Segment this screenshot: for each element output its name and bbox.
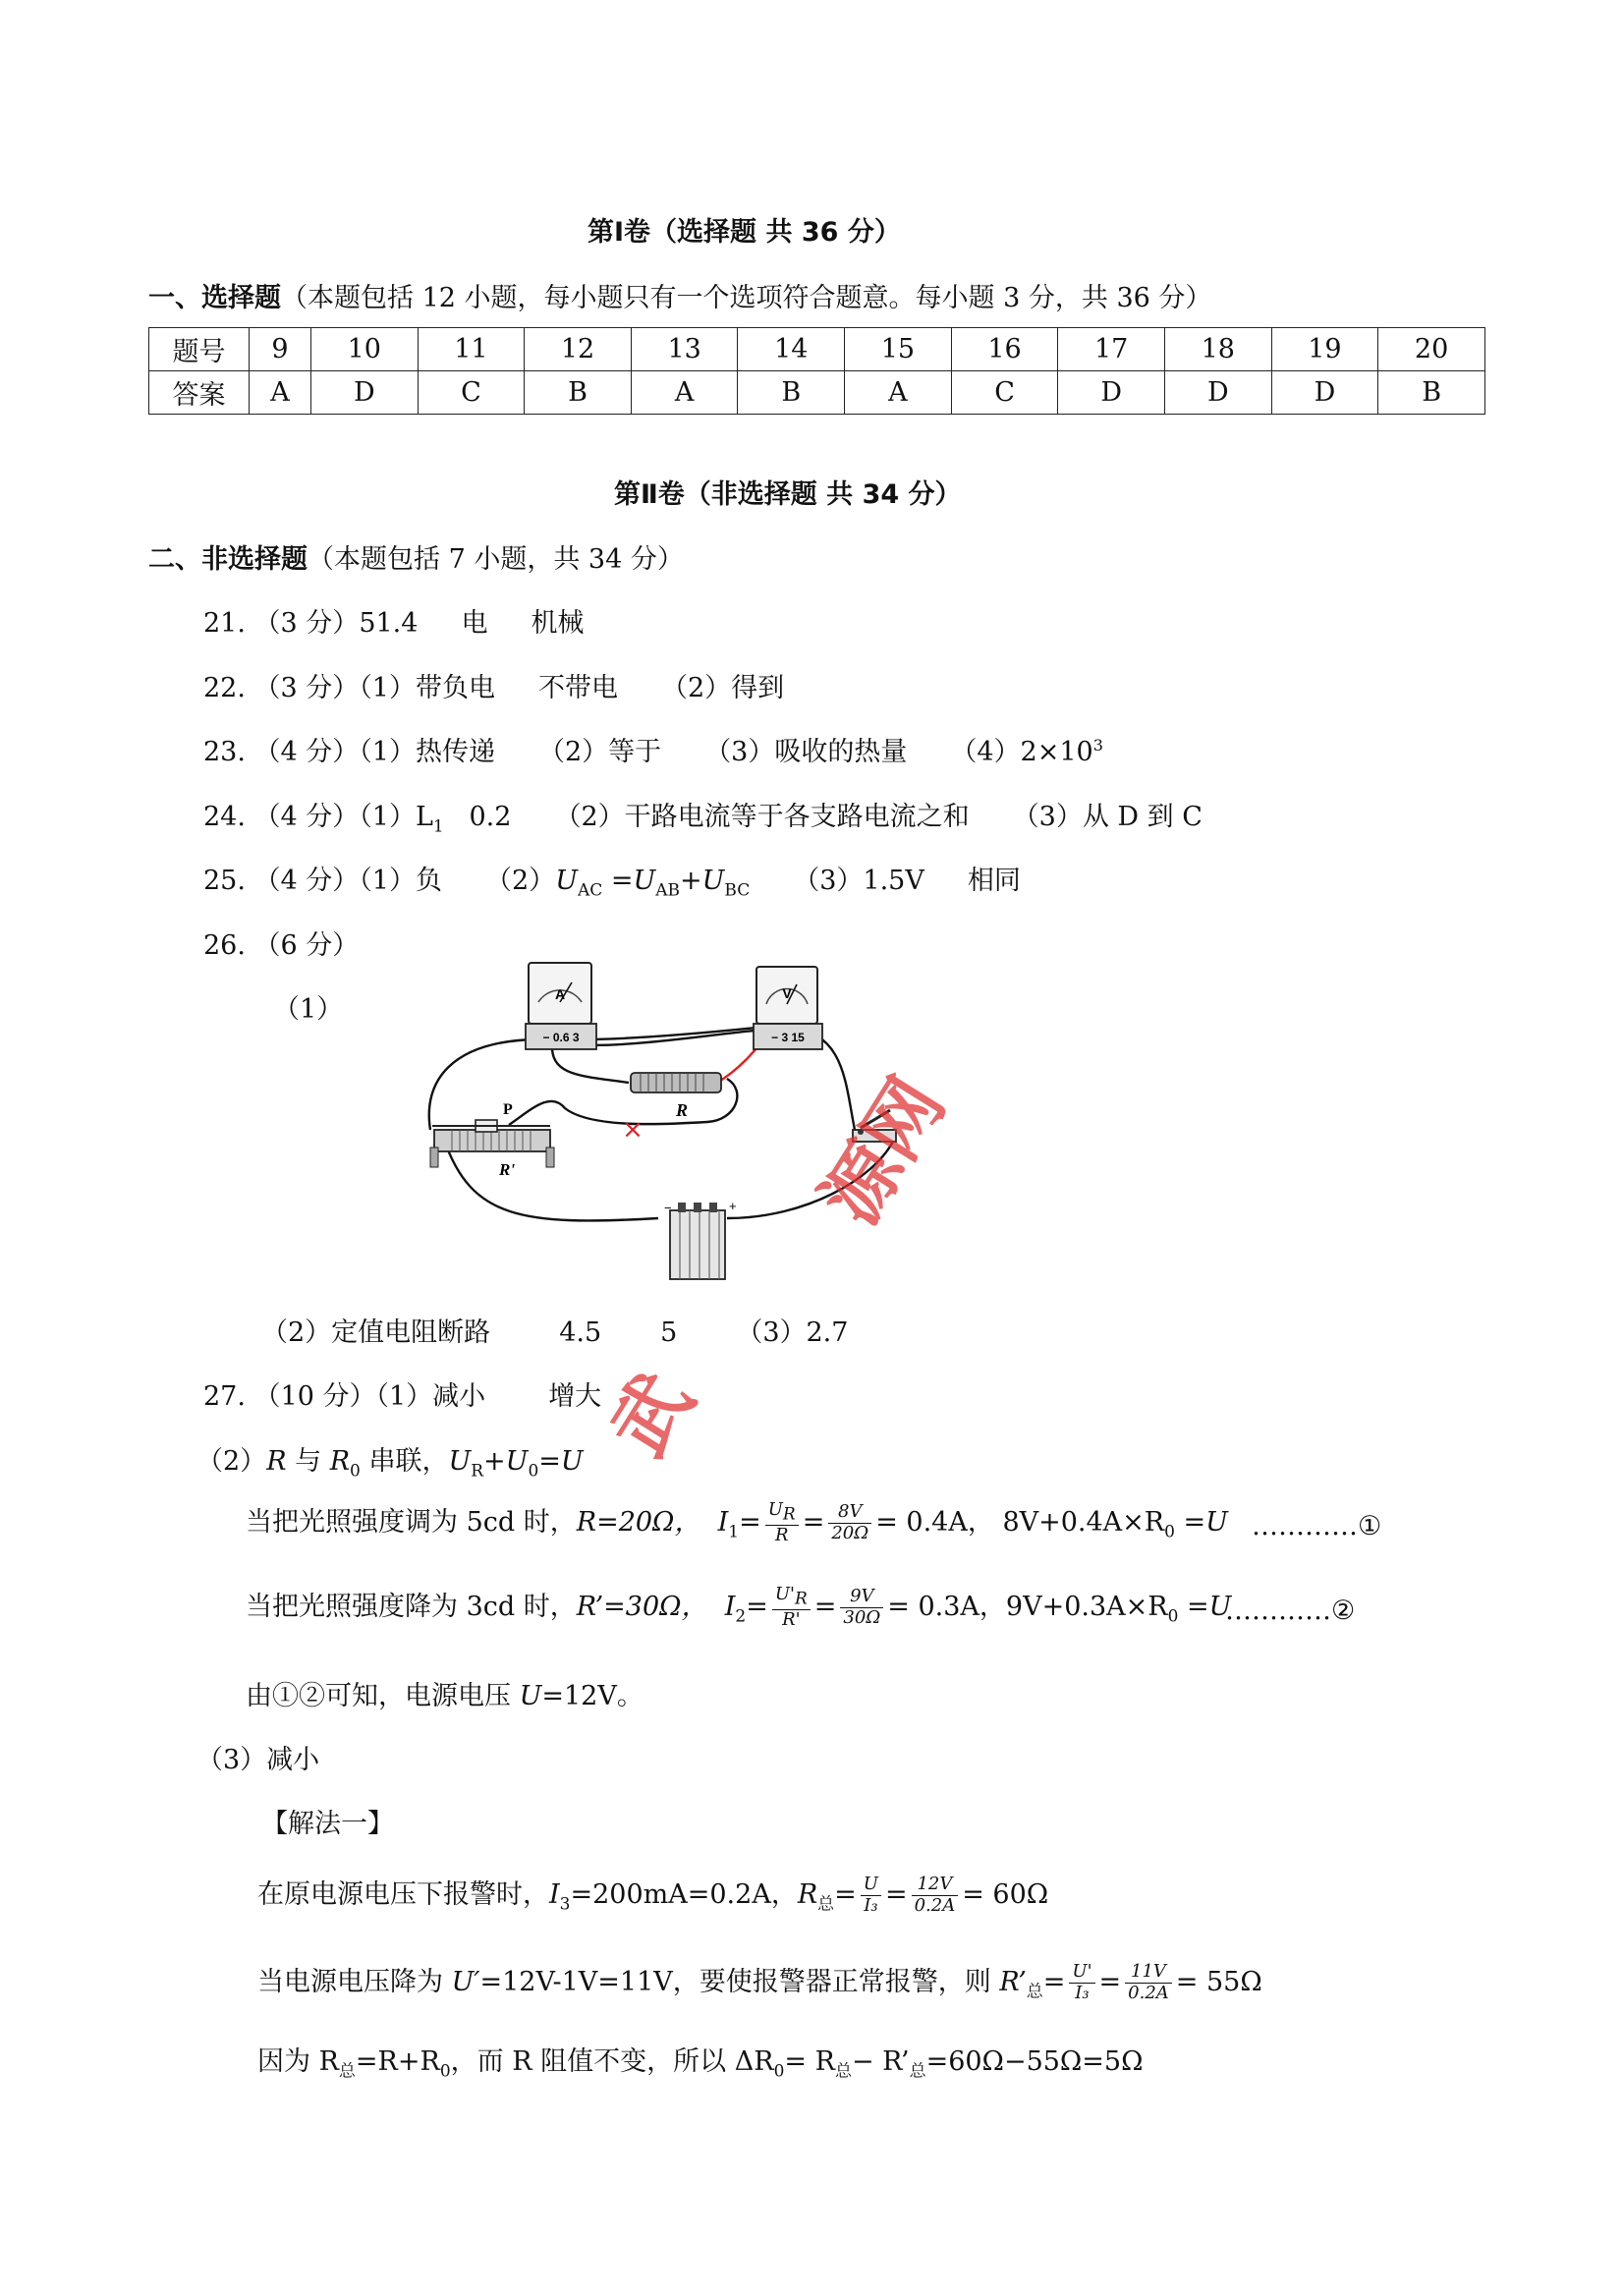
resistor-label: R <box>676 1100 689 1120</box>
q25-u-ac: U <box>555 866 578 896</box>
section1-label: 一、选择题 <box>148 283 281 313</box>
q25-line <box>203 859 1021 900</box>
voltmeter-terminals: − 3 15 <box>771 1031 805 1044</box>
q26-part2-line <box>261 1311 848 1349</box>
q27-m3-f: =60Ω−55Ω=5Ω <box>925 2046 1144 2077</box>
q27-m2-u: U′ <box>451 1967 480 1997</box>
watermark-right: 源网 <box>806 1063 963 1241</box>
section2-desc: （本题包括 7 小题，共 34 分） <box>308 544 684 575</box>
q27-eq2-result: = 0.3A， <box>887 1592 1006 1622</box>
section1-heading <box>148 276 1211 314</box>
frac-num: 8V <box>828 1502 871 1524</box>
answer-table-number: 15 <box>845 328 952 371</box>
q27-m1-fraction-1 <box>861 1875 881 1916</box>
q27-score: （10 分） <box>253 1381 376 1412</box>
q27-eq2-i: I <box>724 1592 736 1622</box>
section2-label: 二、非选择题 <box>148 544 308 575</box>
frac-den: R <box>774 1525 789 1546</box>
answer-table-header-answer: 答案 <box>149 371 250 415</box>
q27-method-title: 【解法一】 <box>261 1809 394 1839</box>
q25-sub-ac: AC <box>577 880 603 901</box>
q27-eq1-result: = 0.4A， <box>875 1507 994 1538</box>
answer-table-number: 16 <box>951 328 1058 371</box>
q27-eq2-line: 当把光照强度降为 3cd 时，R’=30Ω， $I_2=$ $\frac{U'_R}{R'}$ = $\frac{9V}{30\Omega}$ = 0.3A，$9V+0.3A\times R_0 =U$ <box>246 1584 1232 1631</box>
q27-m3-c: ，而 R 阻值不变，所以 ΔR <box>450 2046 774 2077</box>
q27-eq1-i-sub: 1 <box>728 1522 740 1542</box>
q26-value-1: 4.5 <box>559 1317 602 1348</box>
q27-answer-1: （1）减小 <box>375 1381 486 1412</box>
answer-table-number: 19 <box>1271 328 1378 371</box>
q26-line <box>203 924 359 962</box>
section1-desc: （本题包括 12 小题，每小题只有一个选项符合题意。每小题 3 分，共 36 分） <box>281 283 1212 313</box>
q27-m1-r: R <box>797 1879 818 1910</box>
q27-u0-sub: 0 <box>528 1461 539 1482</box>
answer-table-answer: D <box>1271 371 1378 415</box>
q27-m1-fraction-2 <box>912 1875 959 1916</box>
q24-answer-1-value: 0.2 <box>469 802 512 832</box>
q27-m1-text: 在原电源电压下报警时， <box>257 1879 549 1910</box>
section2-heading <box>148 537 684 576</box>
q27-m1-eq: = <box>834 1879 857 1910</box>
battery <box>664 1199 737 1279</box>
q25-answer-2 <box>485 866 751 901</box>
q23-score: （4 分） <box>253 737 360 767</box>
answer-table-answer: A <box>631 371 738 415</box>
q27-eq2-fraction-1 <box>772 1585 811 1631</box>
q27-m3-d: = R <box>784 2046 835 2077</box>
q27-conclusion <box>246 1674 644 1712</box>
answer-table-number: 11 <box>418 328 525 371</box>
q27-m2-eq: = <box>1042 1967 1066 1997</box>
q27-r0: R <box>329 1446 351 1477</box>
answer-table-number: 20 <box>1378 328 1485 371</box>
q25-score: （4 分） <box>253 866 360 896</box>
q23-answer-3: （3）吸收的热量 <box>704 737 908 767</box>
q27-m1-result: = 60Ω <box>962 1879 1049 1910</box>
q27-m2-r: R’ <box>999 1967 1027 1997</box>
frac-num: U <box>767 1499 783 1521</box>
q26-value-2: 5 <box>660 1317 678 1348</box>
q25-sub-bc: BC <box>724 880 751 901</box>
answer-table-number: 10 <box>310 328 418 371</box>
q27-conclusion-text: 由①②可知，电源电压 <box>246 1681 520 1711</box>
q25-answer-2-label: （2） <box>485 866 556 896</box>
q27-eq1-eq: = <box>739 1507 761 1538</box>
q24-answer-2: （2）干路电流等于各支路电流之和 <box>554 802 970 832</box>
q27-eq2-marker: …………② <box>1225 1596 1356 1626</box>
q27-eq1-marker: …………① <box>1252 1511 1382 1541</box>
q23-answer-4-exponent: 3 <box>1092 736 1103 755</box>
frac-den: 20Ω <box>831 1523 869 1543</box>
frac-den: 0.2A <box>1128 1983 1169 2003</box>
q27-eq1-line: 当把光照强度调为 5cd 时，R=20Ω， $I_1=$ $\frac{U_R}{R}$ = $\frac{8V}{20\Omega}$ = 0.4A， $8V+0.4A\times R_0 =U$ <box>246 1499 1228 1546</box>
frac-den: 30Ω <box>843 1607 881 1628</box>
q26-part3-answer: （3）2.7 <box>736 1317 849 1348</box>
answer-table-answer: A <box>250 371 311 415</box>
answer-table-answer: B <box>738 371 845 415</box>
q27-m1-i: I <box>549 1879 560 1910</box>
q27-eq2-equation-end: =U <box>1178 1592 1232 1622</box>
q27-eq2-text: 当把光照强度降为 3cd 时， <box>246 1592 577 1622</box>
q22-answer-3: （2）得到 <box>661 673 785 703</box>
q23-answer-2: （2）等于 <box>538 737 662 767</box>
q27-eq2-r: R’=30Ω， <box>576 1592 708 1622</box>
q26-score: （6 分） <box>253 930 360 961</box>
q27-eq1-fraction-2 <box>828 1502 871 1543</box>
q27-m2-value: =12V-1V=11V，要使报警器正常报警，则 <box>479 1967 1000 1997</box>
q24-line <box>203 795 1203 836</box>
ammeter-terminals: − 0.6 3 <box>542 1031 580 1044</box>
q23-line <box>203 730 1103 768</box>
q27-conclusion-u: U <box>519 1681 542 1711</box>
answer-table-answer: C <box>418 371 525 415</box>
q27-m2-fraction-1 <box>1069 1962 1094 2003</box>
rheostat-label: R' <box>499 1160 516 1179</box>
frac-num-sub: R <box>794 1589 808 1609</box>
q27-eq2-equation: 9V+0.3A×R <box>1005 1592 1168 1622</box>
q27-m1-r-sub: 总 <box>817 1894 835 1915</box>
q22-number: 22. <box>203 673 246 703</box>
q27-answer-2: 增大 <box>548 1381 602 1412</box>
frac-num: 12V <box>912 1875 959 1896</box>
q27-m2-text: 当电源电压降为 <box>257 1967 452 1997</box>
voltmeter <box>754 967 822 1049</box>
answer-table-number: 14 <box>738 328 845 371</box>
q27-m2-fraction-2 <box>1125 1962 1172 2003</box>
q27-m3-a: 因为 R <box>257 2046 339 2077</box>
q23-number: 23. <box>203 737 246 767</box>
q27-m2-r-sub: 总 <box>1026 1982 1043 2002</box>
q27-and: 与 <box>286 1446 330 1477</box>
q25-eq: = <box>602 866 634 896</box>
q27-part3-answer: （3）减小 <box>196 1745 320 1775</box>
q27-method-line-3 <box>257 2040 1144 2081</box>
q22-answer-2: 不带电 <box>538 673 618 703</box>
q22-answer-1: （1）带负电 <box>359 673 495 703</box>
q25-answer-1: （1）负 <box>359 866 442 896</box>
q25-u-ab: U <box>633 866 656 896</box>
q21-number: 21. <box>203 608 246 639</box>
q22-line <box>203 666 784 704</box>
q27-u0: U <box>505 1446 529 1477</box>
frac-num-sub: R <box>782 1504 796 1525</box>
q25-answer-3: （3）1.5V <box>793 866 924 896</box>
q23-answer-4: （4）2×10 <box>950 737 1093 767</box>
q21-score: （3 分） <box>253 608 360 639</box>
frac-num: U' <box>774 1584 795 1605</box>
answer-table-number: 18 <box>1164 328 1271 371</box>
q23-answer-1: （1）热传递 <box>359 737 495 767</box>
frac-den: R' <box>782 1609 801 1631</box>
answer-table-header-number: 题号 <box>149 328 250 371</box>
q27-eq2-i-sub: 2 <box>735 1606 747 1627</box>
q27-eq1-equation-end: =U <box>1174 1507 1228 1538</box>
q24-answer-1: （1）L <box>359 802 433 832</box>
q24-answer-3: （3）从 D 到 C <box>1012 802 1203 832</box>
q27-eq1-fraction-1 <box>765 1500 799 1546</box>
q24-score: （4 分） <box>253 802 360 832</box>
q27-m1-i-sub: 3 <box>559 1894 571 1915</box>
q24-number: 24. <box>203 802 246 832</box>
part2-title: 第Ⅱ卷（非选择题 共 34 分） <box>614 479 962 510</box>
voltmeter-label: V <box>782 985 792 1001</box>
q25-number: 25. <box>203 866 246 896</box>
answer-table-answer: D <box>310 371 418 415</box>
answer-table-answers-row <box>149 371 1485 415</box>
answer-table-numbers-row <box>149 328 1485 371</box>
q22-score: （3 分） <box>253 673 360 703</box>
resistor <box>631 1073 721 1120</box>
q27-ur: U <box>448 1446 472 1477</box>
q27-method-line-1: 在原电源电压下报警时，$I_3=200mA=0.2A$，$R_总=$ $\frac{U}{\text{I₃}}$ = $\frac{12V}{0.2A}$ = 60Ω <box>257 1874 1049 1916</box>
break-cross-mark: × <box>622 1115 644 1145</box>
q27-eq2-equation-sub: 0 <box>1167 1606 1179 1627</box>
answer-table-number: 13 <box>631 328 738 371</box>
answer-table-number: 9 <box>250 328 311 371</box>
part1-title: 第Ⅰ卷（选择题 共 36 分） <box>588 217 901 248</box>
q27-m3-sub2: 0 <box>439 2061 451 2082</box>
q27-m3-sub1: 总 <box>338 2061 356 2082</box>
q27-eq2-eq: = <box>746 1592 768 1622</box>
q21-answer-2: 电 <box>461 608 488 639</box>
q27-part2-line <box>196 1439 584 1481</box>
q27-eq2-fraction-2 <box>840 1587 883 1628</box>
q27-plus: + <box>483 1446 506 1477</box>
q21-line <box>203 601 584 640</box>
q26-part1-label: （1） <box>273 994 344 1025</box>
rheostat <box>430 1101 554 1179</box>
answer-table <box>148 327 1485 415</box>
q25-sub-ab: AB <box>655 880 681 901</box>
q26-number: 26. <box>203 930 246 961</box>
ammeter <box>526 963 596 1049</box>
q25-plus: + <box>680 866 702 896</box>
q21-answer-1: 51.4 <box>359 608 419 639</box>
answer-table-answer: D <box>1164 371 1271 415</box>
frac-num: 11V <box>1125 1962 1172 1984</box>
q24-answer-1-sub: 1 <box>432 816 444 837</box>
q27-eq1-text: 当把光照强度调为 5cd 时， <box>246 1507 577 1538</box>
q27-m3-e: − R’ <box>851 2046 910 2077</box>
q27-m3-b: =R+R <box>355 2046 440 2077</box>
battery-plus: + <box>729 1199 737 1213</box>
frac-num: 9V <box>840 1587 883 1608</box>
answer-table-number: 17 <box>1058 328 1165 371</box>
q27-line <box>203 1374 601 1413</box>
slider-label: P <box>503 1101 513 1118</box>
frac-num: U' <box>1069 1962 1094 1984</box>
ammeter-label: A <box>554 986 566 1002</box>
q27-ur-sub: R <box>471 1461 484 1482</box>
watermark-left: 武 <box>594 1359 710 1472</box>
q25-answer-4: 相同 <box>967 866 1021 896</box>
answer-table-answer: A <box>845 371 952 415</box>
q27-eq1-equation-sub: 0 <box>1164 1522 1175 1542</box>
q25-u-bc: U <box>701 866 725 896</box>
q27-method-line-2: 当电源电压降为 U′=12V-1V=11V，要使报警器正常报警，则 $R’_总=$ $\frac{U'}{\text{I₃}}$ = $\frac{11V}{0.2A}$ = 55Ω <box>257 1961 1262 2003</box>
answer-table-answer: C <box>951 371 1058 415</box>
frac-den: I₃ <box>864 1895 878 1916</box>
answer-table-answer: B <box>1378 371 1485 415</box>
q27-m1-value: =200mA=0.2A， <box>570 1879 798 1910</box>
answer-table-answer: D <box>1058 371 1165 415</box>
q27-r: R <box>266 1446 287 1477</box>
battery-minus: − <box>664 1201 672 1215</box>
q26-part2-answer: （2）定值电阻断路 <box>261 1317 491 1348</box>
q27-m3-sub3: 0 <box>773 2061 785 2082</box>
answer-table-number: 12 <box>525 328 632 371</box>
q27-eq1-i: I <box>717 1507 729 1538</box>
frac-num: U <box>861 1875 881 1896</box>
frac-den: I₃ <box>1075 1983 1090 2003</box>
q27-m3-sub5: 总 <box>909 2061 926 2082</box>
q21-answer-3: 机械 <box>531 608 585 639</box>
answer-table-answer: B <box>525 371 632 415</box>
q27-eq1-r: R=20Ω， <box>576 1507 701 1538</box>
q27-equals-u: =U <box>538 1446 584 1477</box>
frac-den: 0.2A <box>914 1895 956 1916</box>
q27-part2-label: （2） <box>196 1446 267 1477</box>
q27-r0-sub: 0 <box>350 1461 361 1482</box>
q27-eq1-equation: 8V+0.4A×R <box>1002 1507 1165 1538</box>
q27-number: 27. <box>203 1381 246 1412</box>
q27-m3-sub4: 总 <box>834 2061 852 2082</box>
q27-conclusion-value: =12V。 <box>541 1681 644 1711</box>
q27-m2-result: = 55Ω <box>1175 1967 1262 1997</box>
q27-series: 串联， <box>360 1446 449 1477</box>
